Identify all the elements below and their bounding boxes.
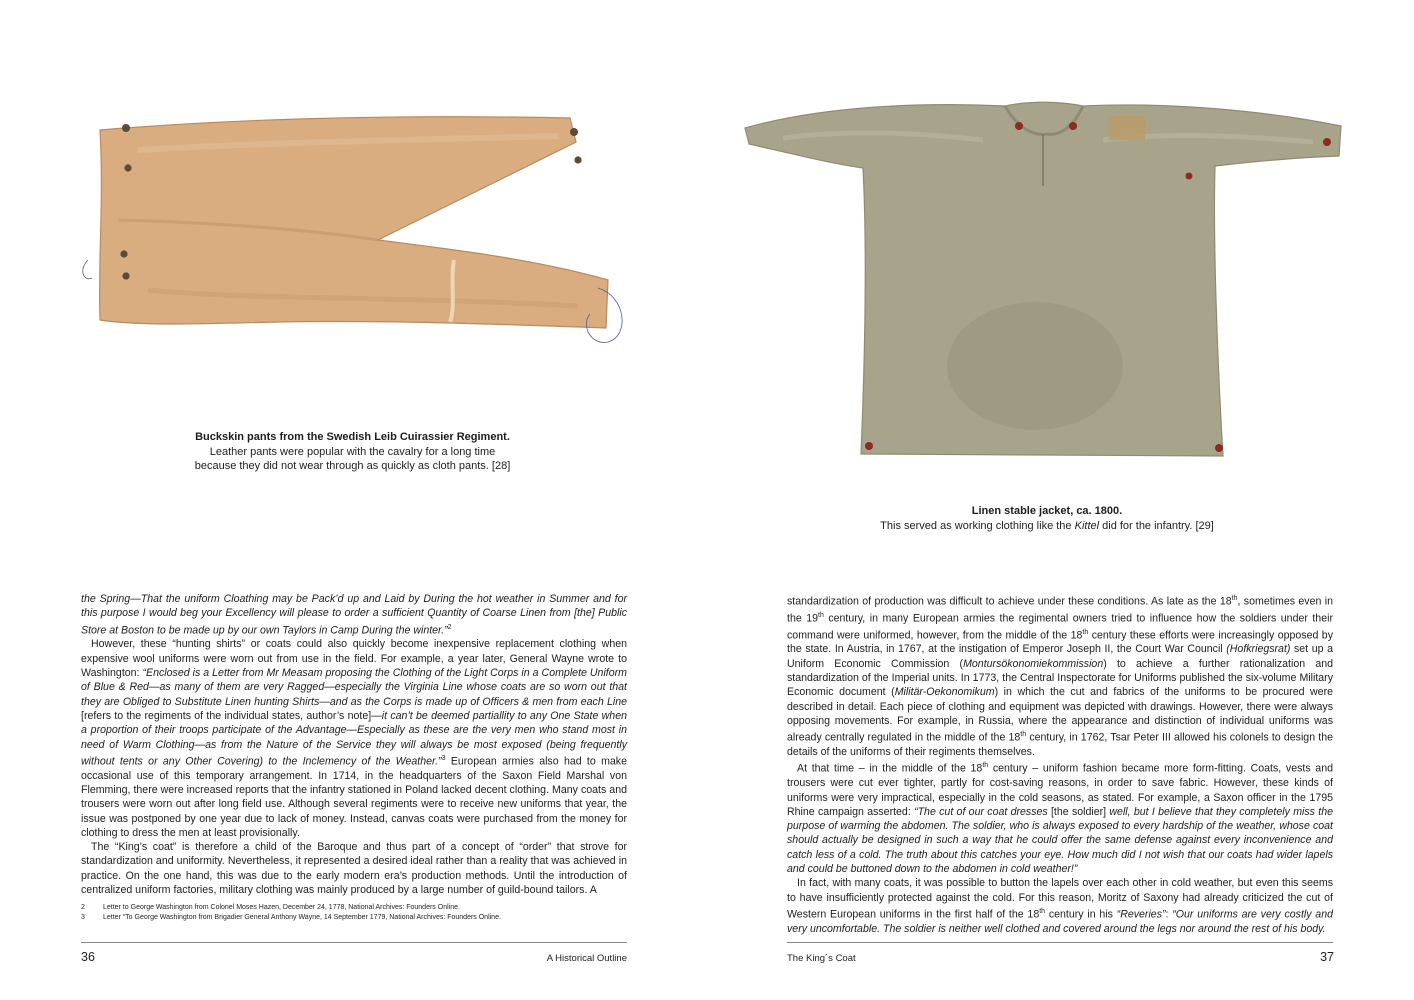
text-segment: century, in many European armies the regimental owners tried to influence how the soldiers under their command were uniformed, however, from the middle of the 18 (787, 612, 1333, 642)
text-segment: well, but I believe that they completely miss the purpose of warming the abdomen. The soldier, who is always exposed to every hardship of the weather, whose coat should actually be designed in such a way that he could offer the same defense against every inconvenience and catch less of a cold. The truth about this catches your eye. How much did I not wish that our coats had wider lapels and could be buttoned down to the abdomen in cold weather!” (787, 805, 1333, 875)
pants-caption-line-2: because they did not wear through as quickly as cloth pants. [28] (194, 460, 511, 472)
left-footnotes (81, 903, 627, 922)
superscript: th (1082, 628, 1089, 636)
text-segment: European armies also had to make occasional use of this temporary arrangement. In 1714, in the headquarters of the Saxon Field Marshal von Flemming, there were increased reports that the infantry stationed in Poland lacked decent clothing. Many coats and trousers were worn out after long field use. Although several regiments were to receive new uniforms that year, the issue was postponed by one year due to lack of money. Instead, canvas coats were purchased from the money for clothing to dress the men at least provisionally. (81, 755, 627, 839)
footnote-number: 2 (81, 904, 85, 911)
running-title-left: A Historical Outline (546, 953, 627, 964)
superscript: th (818, 611, 824, 619)
superscript: 2 (447, 623, 452, 631)
text-segment: ) in which the cut and fabrics of the uniforms to be procured were described in detail. Each piece of clothing and equipment was depicted with drawings. However, there were always opposing movements. For example, in Russia, where the appearance and distinction of individual uniforms was already centrally regulated in the middle of the 18 (787, 686, 1333, 744)
buckskin-pants-figure (78, 110, 628, 350)
text-segment: , sometimes even in the 19 (787, 595, 1333, 625)
footnote-text: Letter to George Washington from Colonel Moses Hazen, December 24, 1778, National Archives: Founders Online. (103, 904, 460, 911)
text-segment: : (1165, 908, 1173, 921)
text-segment: However, these “hunting shirts” or coats could also quickly become inexpensive replacement clothing when expensive wool uniforms were worn out from use in the field. For example, a year later, General Wayne wrote to Washington: (81, 638, 627, 680)
superscript: th (1039, 907, 1046, 915)
pants-caption-line-1: Leather pants were popular with the cavalry for a long time (209, 445, 496, 458)
left-body-text (81, 592, 627, 897)
jacket-caption-pre: This served as working clothing like the (880, 519, 1075, 532)
text-segment: it can’t be deemed partiallity to any One State when a proportion of their troops participate of the Advantage—Especially as these are the very men who stand most in need of Warm Clothing—as from the Nature of the Service they will always be most exposed (being frequently without tents or any Other Covering) to the Inclemency of the Weather.” (81, 709, 627, 768)
footnote (81, 903, 627, 913)
text-segment: “Our uniforms are very costly and very uncomfortable. The soldier is neither well clothed and covered around the legs nor around the rest of his body. (787, 908, 1333, 935)
footnote-number: 3 (81, 913, 85, 921)
superscript: th (1231, 595, 1238, 602)
superscript: 3 (441, 754, 446, 762)
text-segment: standardization of production was difficult to achieve under these conditions. As late as the 18 (787, 595, 1232, 608)
body-paragraph (787, 759, 1333, 876)
pants-caption-title: Buckskin pants from the Swedish Leib Cuirassier Regiment. (195, 431, 510, 443)
text-segment: (Hofkriegsrat) (1226, 643, 1291, 656)
jacket-caption-post: did for the infantry. [29] (1099, 519, 1214, 532)
linen-jacket-figure (743, 96, 1343, 462)
body-paragraph (787, 592, 1333, 759)
text-segment: century these efforts were increasingly opposed by the state. In Austria, in 1767, at the instigation of Emperor Joseph II, the Court War Council (787, 629, 1333, 656)
right-body-text (787, 592, 1333, 936)
jacket-caption-title: Linen stable jacket, ca. 1800. (971, 505, 1123, 517)
body-paragraph (787, 876, 1333, 936)
body-paragraph (81, 840, 627, 897)
text-segment: Montursökonomiekommission (963, 657, 1104, 670)
text-segment: The “King’s coat” is therefore a child of the Baroque and thus part of a concept of “order” that strove for standardization and uniformity. Nevertheless, it represented a desired ideal rather than a reality that was achieved in practice. On the one hand, this was due to the early modern era’s production methods. Until the introduction of centralized uniform factories, military clothing was mainly produced by a large number of guild-bound tailors. A (81, 841, 627, 896)
page-number-right: 37 (1320, 950, 1334, 964)
jacket-caption (827, 504, 1267, 533)
text-segment: century in his (1045, 908, 1117, 921)
text-segment: In fact, with many coats, it was possible to button the lapels over each other in cold weather, but even this seems to have insufficiently protected against the cold. For this reason, Moritz of Saxony had already criticized the cut of Western European uniforms in the first half of the 18 (787, 877, 1333, 921)
page-number-left: 36 (81, 950, 95, 964)
text-segment: [refers to the regiments of the individual states, author’s note]— (81, 709, 382, 722)
superscript: th (982, 762, 989, 770)
left-footer-rule (81, 942, 627, 943)
superscript: th (1020, 731, 1027, 739)
text-segment: century – uniform fashion became more form-fitting. Coats, vests and trousers were cut ever tighter, partly for cost-saving reasons, in order to save fabric. However, these kinds of uniforms were very impractical, especially in the cold seasons, as stated. For example, a Saxon officer in the 1795 Rhine campaign asserted: (787, 762, 1333, 818)
text-segment: ) to achieve a further rationalization and standardization of the Imperial units. In 1773, the Central Inspectorate for Uniforms published the six-volume Military Economic document ( (787, 657, 1334, 699)
text-segment: set up a Uniform Economic Commission ( (787, 643, 1333, 670)
footnote (81, 913, 627, 923)
text-segment: “Enclosed is a Letter from Mr Measam proposing the Clothing of the Light Corps in a Complete Uniform of Blue & Red—as many of them are very Ragged—especially the Virginia Line whose coats are so worn out that they are Obliged to Substitute Linen hunting Shirts—and as the Corps is made up of Officers & men from each Line (81, 667, 627, 708)
right-footer-rule (787, 942, 1333, 943)
text-segment: “Reveries” (1116, 908, 1166, 921)
body-paragraph (81, 637, 627, 840)
text-segment: Militär-Oekonomikum (894, 686, 995, 699)
buckskin-pants-photo (78, 110, 628, 350)
body-paragraph (81, 592, 627, 637)
text-segment: century, in 1762, Tsar Peter III allowed his colonels to design the details of the uniforms of their regiments themselves. (787, 731, 1333, 759)
footnote-text: Letter “To George Washington from Brigadier General Anthony Wayne, 14 September 1779, National Archives: Founders Online. (103, 913, 501, 921)
text-segment: At that time – in the middle of the 18 (797, 762, 983, 775)
text-segment: the Spring—That the uniform Cloathing may be Pack’d up and Laid by During the hot weather in Summer and for this purpose I would beg your Excellency will please to order a sufficient Quantity of Coarse Linen from [the] Public Store at Boston to be made up by our own Taylors in Camp During the winter.” (81, 593, 627, 637)
running-title-right: The King´s Coat (787, 953, 856, 964)
text-segment: [the soldier] (1047, 805, 1110, 818)
linen-jacket-photo (743, 96, 1343, 462)
jacket-caption-italic: Kittel (1074, 519, 1100, 532)
jacket-caption-text (827, 519, 1267, 534)
pants-caption (150, 430, 555, 474)
text-segment: “The cut of our coat dresses (914, 805, 1048, 818)
right-page (707, 0, 1414, 1000)
